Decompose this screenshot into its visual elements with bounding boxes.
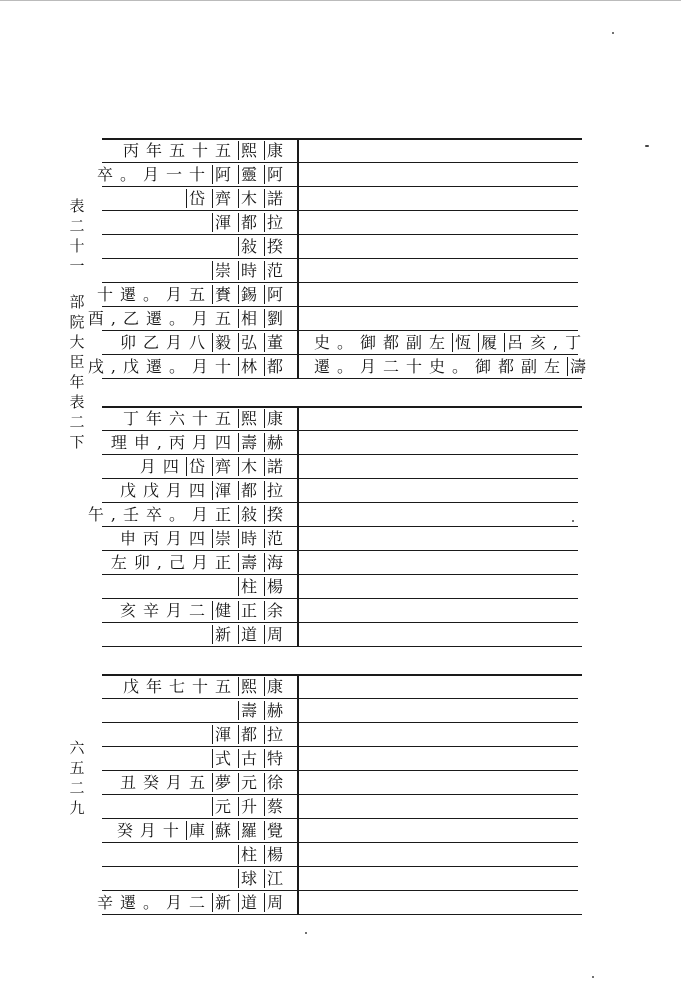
speck	[645, 145, 649, 147]
name-char: 道	[238, 625, 264, 644]
name-char: 拉	[264, 213, 290, 232]
name-char: 庫	[186, 821, 212, 840]
name-char: 健	[212, 601, 238, 620]
name-char: 崇	[212, 261, 238, 280]
entry-right: 遷。月二十史。御都副左 濤	[314, 357, 594, 376]
name-char: 徐	[264, 773, 290, 792]
entry-left: 卒。月一十 阿 靈 阿	[96, 165, 290, 184]
table-row	[102, 454, 582, 478]
name-char: 元	[212, 797, 238, 816]
table-row	[102, 234, 582, 258]
table-row	[102, 866, 582, 890]
name-char: 式	[212, 749, 238, 768]
table-row	[102, 138, 582, 162]
name-char: 敍	[238, 505, 264, 524]
name-char: 揆	[264, 237, 290, 256]
table-row	[96, 162, 582, 186]
entry-left	[212, 213, 290, 233]
name-char: 履	[478, 333, 504, 352]
name-char: 都	[264, 357, 290, 376]
margin-char: 二	[69, 413, 85, 431]
entry-left	[238, 869, 290, 889]
entry-left: 戊戊月四 渾 都 拉	[119, 481, 290, 500]
name-char: 木	[238, 189, 264, 208]
name-char: 康	[264, 677, 290, 696]
name-char: 熙	[238, 141, 264, 160]
entry-left: 理申,丙月四 壽 赫	[110, 433, 290, 452]
row-rule	[102, 914, 582, 915]
table-row	[87, 306, 582, 330]
name-char: 夢	[212, 773, 238, 792]
name-char: 康	[264, 141, 290, 160]
name-char: 拉	[264, 481, 290, 500]
name-char: 熙	[238, 677, 264, 696]
name-char: 特	[264, 749, 290, 768]
name-char: 新	[212, 625, 238, 644]
page-number	[66, 738, 88, 818]
table-row	[102, 674, 582, 698]
name-char: 董	[264, 333, 290, 352]
name-char: 壽	[238, 553, 264, 572]
name-char: 羅	[238, 821, 264, 840]
speck	[592, 976, 594, 978]
entry-left	[212, 725, 290, 745]
entry-left: 月四 岱 齊 木 諾	[139, 457, 290, 476]
name-char: 賚	[212, 285, 238, 304]
page-number-char: 九	[69, 799, 85, 817]
margin-char: 臣	[69, 353, 85, 371]
name-char: 壽	[238, 701, 264, 720]
entry-left: 十遷。月五 賚 錫 阿	[96, 285, 290, 304]
entry-left: 丁年六十五 熙 康	[122, 409, 290, 428]
entry-left	[238, 845, 290, 865]
name-char: 余	[264, 601, 290, 620]
margin-char: 部	[69, 293, 85, 311]
name-char: 時	[238, 529, 264, 548]
name-char: 相	[238, 309, 264, 328]
name-char: 齊	[212, 189, 238, 208]
table-row	[96, 282, 582, 306]
name-char: 諾	[264, 457, 290, 476]
name-char: 道	[238, 893, 264, 912]
name-char: 楊	[264, 577, 290, 596]
table-row	[102, 258, 582, 282]
table-row	[102, 406, 582, 430]
table-row	[102, 574, 582, 598]
table-row	[102, 722, 582, 746]
name-char: 范	[264, 261, 290, 280]
page-number-char: 二	[69, 779, 85, 797]
table-row	[102, 210, 582, 234]
margin-title	[66, 292, 88, 452]
name-char: 林	[238, 357, 264, 376]
margin-header	[66, 196, 88, 276]
table-block-2	[87, 406, 582, 648]
name-char: 揆	[264, 505, 290, 524]
name-char: 濤	[567, 357, 593, 376]
entry-left: 辛遷。月二 新 道 周	[96, 893, 290, 912]
entry-left	[238, 237, 290, 257]
table-row	[102, 186, 582, 210]
speck	[572, 520, 574, 522]
speck	[612, 32, 614, 34]
table-row	[102, 598, 582, 622]
margin-char: 大	[69, 333, 85, 351]
entry-left: 酉,乙遷。月五 相 劉	[87, 309, 290, 328]
name-char: 靈	[238, 165, 264, 184]
table-row	[102, 794, 582, 818]
table-row	[102, 622, 582, 646]
name-char: 劉	[264, 309, 290, 328]
entry-left: 丑癸月五 夢 元 徐	[119, 773, 290, 792]
name-char: 楊	[264, 845, 290, 864]
table-block-1	[87, 138, 594, 380]
name-char: 阿	[264, 285, 290, 304]
name-char: 敍	[238, 237, 264, 256]
name-char: 木	[238, 457, 264, 476]
table-row	[87, 502, 582, 526]
entry-right: 史。御都副左 恆 履 呂亥,丁	[314, 333, 589, 352]
table-row	[102, 770, 582, 794]
name-char: 岱	[186, 189, 212, 208]
name-char: 拉	[264, 725, 290, 744]
name-char: 呂亥,丁	[504, 333, 588, 352]
name-char: 周	[264, 893, 290, 912]
name-char: 升	[238, 797, 264, 816]
entry-left: 丙年五十五 熙 康	[122, 141, 290, 160]
table-row	[102, 478, 582, 502]
entry-left	[238, 701, 290, 721]
margin-char: 表	[69, 197, 85, 215]
name-char: 熙	[238, 409, 264, 428]
name-char: 康	[264, 409, 290, 428]
table-row	[102, 746, 582, 770]
speck	[305, 932, 307, 934]
name-char: 錫	[238, 285, 264, 304]
table-row	[102, 430, 582, 454]
margin-char: 一	[69, 257, 85, 275]
name-char: 壽	[238, 433, 264, 452]
name-char: 江	[264, 869, 290, 888]
margin-char: 院	[69, 313, 85, 331]
entry-left: 戌,戊遷。月十 林 都	[87, 357, 290, 376]
entry-left	[186, 189, 290, 209]
margin-char: 下	[69, 433, 85, 451]
name-char: 元	[238, 773, 264, 792]
name-char: 岱	[186, 457, 212, 476]
name-char: 柱	[238, 845, 264, 864]
name-char: 崇	[212, 529, 238, 548]
name-char: 齊	[212, 457, 238, 476]
name-char: 恆	[452, 333, 478, 352]
margin-char: 十	[69, 237, 85, 255]
table-row	[102, 526, 582, 550]
entry-left: 左卯,己月正 壽 海	[110, 553, 290, 572]
name-char: 阿	[212, 165, 238, 184]
entry-left: 午,壬卒。月正 敍 揆	[87, 505, 290, 524]
entry-left: 亥辛月二 健 正 余	[119, 601, 290, 620]
name-char: 弘	[238, 333, 264, 352]
entry-left	[212, 625, 290, 645]
entry-left: 卯乙月八 毅 弘 董	[119, 333, 290, 352]
name-char: 海	[264, 553, 290, 572]
name-char: 球	[238, 869, 264, 888]
page-number-char: 六	[69, 739, 85, 757]
table-block-3	[96, 674, 582, 916]
name-char: 渾	[212, 725, 238, 744]
entry-left: 癸月十 庫 蘇 羅 覺	[116, 821, 290, 840]
name-char: 時	[238, 261, 264, 280]
entry-left: 申丙月四 崇 時 范	[119, 529, 290, 548]
name-char: 古	[238, 749, 264, 768]
name-char: 正	[238, 601, 264, 620]
name-char: 都	[238, 725, 264, 744]
entry-left	[212, 797, 290, 817]
name-char: 渾	[212, 481, 238, 500]
table-row	[87, 354, 594, 378]
name-char: 范	[264, 529, 290, 548]
entry-left	[212, 261, 290, 281]
table-row	[96, 890, 582, 914]
name-char: 新	[212, 893, 238, 912]
table-row	[102, 550, 582, 574]
name-char: 都	[238, 481, 264, 500]
name-char: 都	[238, 213, 264, 232]
entry-left: 戊年七十五 熙 康	[122, 677, 290, 696]
margin-char: 二	[69, 217, 85, 235]
page-top-edge	[0, 0, 681, 1]
name-char: 毅	[212, 333, 238, 352]
name-char: 覺	[264, 821, 290, 840]
name-char: 赫	[264, 701, 290, 720]
margin-char: 年	[69, 373, 85, 391]
page-number-char: 五	[69, 759, 85, 777]
table-row	[102, 330, 589, 354]
entry-left	[212, 749, 290, 769]
row-rule	[102, 378, 582, 379]
name-char: 蘇	[212, 821, 238, 840]
name-char: 柱	[238, 577, 264, 596]
row-rule	[102, 646, 582, 647]
name-char: 諾	[264, 189, 290, 208]
table-row	[102, 842, 582, 866]
table-row	[102, 698, 582, 722]
entry-left	[238, 577, 290, 597]
margin-char: 表	[69, 393, 85, 411]
table-row	[102, 818, 582, 842]
name-char: 蔡	[264, 797, 290, 816]
name-char: 赫	[264, 433, 290, 452]
name-char: 周	[264, 625, 290, 644]
name-char: 渾	[212, 213, 238, 232]
name-char: 阿	[264, 165, 290, 184]
